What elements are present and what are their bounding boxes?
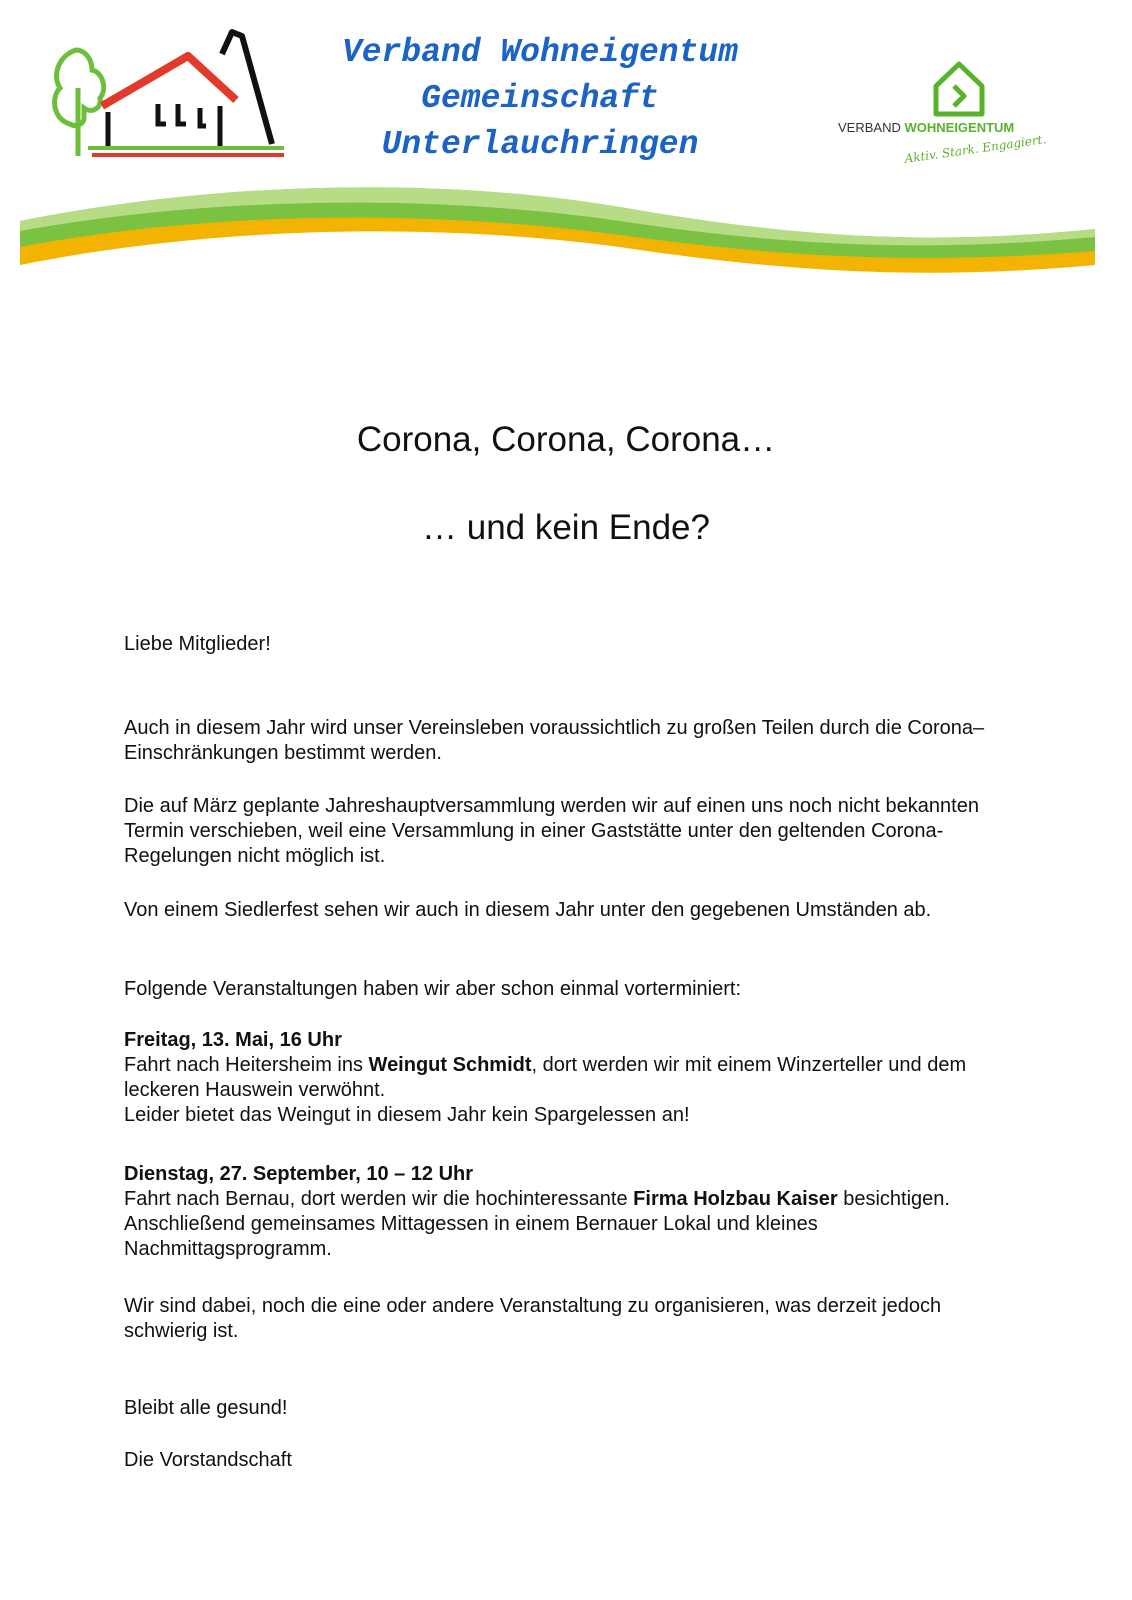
verband-logo — [838, 52, 1058, 172]
event-1-note: Leider bietet das Weingut in diesem Jahr kein Spargelessen an! — [124, 1104, 690, 1126]
green-house-logo-icon — [932, 58, 986, 118]
event-2-text-a: Fahrt nach Bernau, dort werden wir die hochinteressante — [124, 1188, 634, 1210]
org-title-line-2: Gemeinschaft — [421, 80, 659, 117]
event-2-text-b: besichtigen. Anschließend gemeinsames Mittagessen in einem Bernauer Lokal und kleines Nachmittagsprogramm. — [124, 1188, 950, 1260]
header-swoosh — [20, 185, 1095, 280]
letterhead — [0, 0, 1132, 300]
closing: Bleibt alle gesund! — [124, 1397, 288, 1419]
greeting: Liebe Mitglieder! — [124, 633, 271, 655]
org-title-line-3: Unterlauchringen — [381, 126, 699, 163]
paragraph-1: Auch in diesem Jahr wird unser Vereinsleben voraussichtlich zu großen Teilen durch die Corona– Einschränkungen bestimmt werden. — [124, 717, 985, 764]
house-tree-logo-icon — [48, 28, 288, 168]
verband-brand-text — [838, 120, 1014, 135]
event-2-description — [124, 1187, 1004, 1262]
brand-main: WOHNEIGENTUM — [904, 120, 1015, 135]
event-1-text-b: , dort werden wir mit einem Winzerteller und dem leckeren Hauswein verwöhnt. — [124, 1054, 967, 1101]
signature: Die Vorstandschaft — [124, 1449, 292, 1471]
event-2-heading: Dienstag, 27. September, 10 – 12 Uhr — [124, 1163, 474, 1185]
event-1-venue: Weingut Schmidt — [368, 1054, 532, 1076]
brand-slogan: Aktiv. Stark. Engagiert. — [903, 132, 1048, 166]
organization-title — [300, 30, 780, 168]
paragraph-5: Wir sind dabei, noch die eine oder andere Veranstaltung zu organisieren, was derzeit jedoch schwierig ist. — [124, 1295, 942, 1342]
event-2-venue: Firma Holzbau Kaiser — [633, 1188, 838, 1210]
paragraph-4: Folgende Veranstaltungen haben wir aber schon einmal vorterminiert: — [124, 978, 742, 1000]
headline-line-2: … und kein Ende? — [422, 508, 710, 547]
paragraph-3: Von einem Siedlerfest sehen wir auch in diesem Jahr unter den gegebenen Umständen ab. — [124, 899, 932, 921]
org-title-line-1: Verband Wohneigentum — [341, 34, 739, 71]
event-1-description — [124, 1053, 1004, 1103]
event-1-heading: Freitag, 13. Mai, 16 Uhr — [124, 1029, 342, 1051]
event-1 — [124, 1028, 1004, 1128]
brand-prefix: VERBAND — [838, 120, 901, 135]
headline-line-1: Corona, Corona, Corona… — [356, 420, 776, 459]
event-2 — [124, 1162, 1004, 1262]
paragraph-2: Die auf März geplante Jahreshauptversammlung werden wir auf einen uns noch nicht bekannten Termin verschieben, weil eine Versammlung in einer Gaststätte unter den geltenden Corona- Regelungen nicht möglich ist. — [124, 795, 979, 867]
event-1-text-a: Fahrt nach Heitersheim ins — [124, 1054, 369, 1076]
